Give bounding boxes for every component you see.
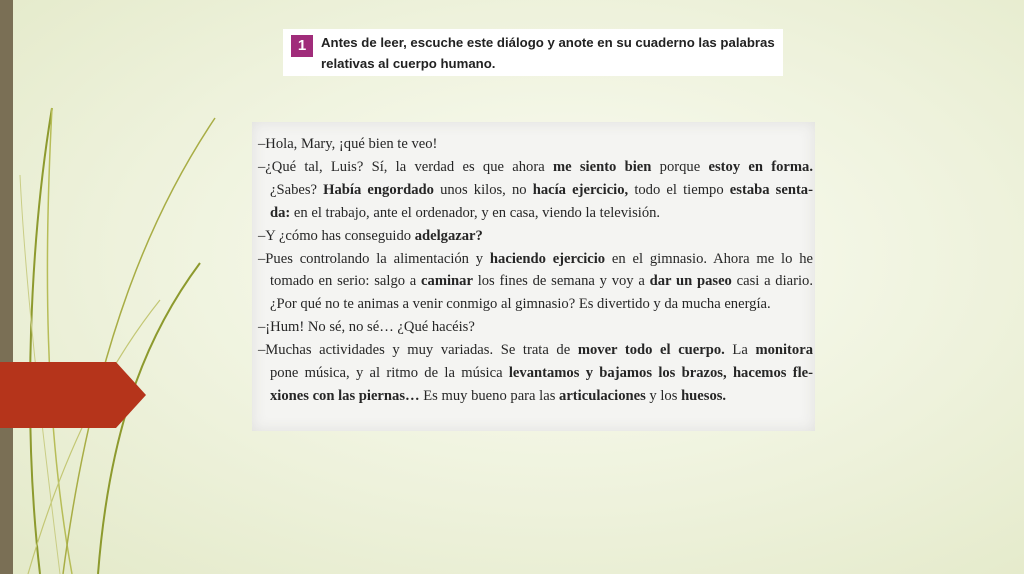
- decorative-lines: [0, 0, 260, 574]
- dialog-line: [258, 293, 813, 316]
- highlighted-phrase: caminar: [421, 273, 473, 290]
- dialog-text-segment: –Y ¿cómo has conseguido: [258, 227, 415, 244]
- dialog-text-segment: en el gimnasio. Ahora me lo he: [605, 250, 813, 267]
- highlighted-phrase: estaba senta-: [729, 181, 813, 198]
- dialog-text-segment: casi a diario.: [731, 273, 813, 290]
- dialog-text-segment: –¿Qué tal, Luis? Sí, la verdad es que ahora: [258, 158, 553, 175]
- dialog-text-segment: –Pues controlando la alimentación y: [258, 250, 490, 267]
- arrow-tab-shape: [0, 362, 146, 428]
- highlighted-phrase: articulaciones: [559, 387, 646, 404]
- highlighted-phrase: haciendo ejercicio: [489, 250, 606, 267]
- highlighted-phrase: adelgazar?: [414, 227, 483, 244]
- dialog-line: [258, 225, 813, 248]
- dialog-line: [258, 270, 813, 293]
- dialog-text-segment: –Hola, Mary, ¡qué bien te veo!: [258, 136, 438, 152]
- dialog-text-segment: Es muy bueno para las: [419, 387, 560, 404]
- highlighted-phrase: monitora: [755, 342, 813, 359]
- dialog-text-segment: y los: [645, 387, 682, 404]
- dialog-text-segment: porque: [651, 158, 709, 175]
- highlighted-phrase: dar un paseo: [649, 273, 732, 290]
- instruction-text: [321, 29, 781, 74]
- highlighted-phrase: mover todo el cuerpo.: [577, 342, 725, 359]
- instruction-line-2: relativas al cuerpo humano.: [321, 56, 496, 71]
- dialog-line: [258, 248, 813, 271]
- dialog-line: [258, 362, 813, 385]
- dialog-text-segment: –Muchas actividades y muy variadas. Se trata de: [258, 342, 578, 359]
- highlighted-phrase: da:: [270, 204, 291, 221]
- dialog-line: [258, 385, 813, 408]
- highlighted-phrase: huesos.: [681, 387, 727, 404]
- highlighted-phrase: estoy en forma.: [708, 158, 813, 175]
- highlighted-phrase: me siento bien: [552, 158, 652, 175]
- dialog-text-segment: tomado en serio: salgo a: [270, 273, 422, 290]
- highlighted-phrase: xiones con las piernas…: [270, 387, 420, 404]
- instruction-line-1: Antes de leer, escuche este diálogo y anote en su cuaderno las palabras: [321, 35, 775, 50]
- dialog-text-segment: los fines de semana y voy a: [472, 273, 650, 290]
- dialog-text-segment: –¡Hum! No sé, no sé… ¿Qué hacéis?: [258, 319, 475, 336]
- highlighted-phrase: Había engordado: [323, 181, 434, 198]
- instruction-banner: [283, 29, 783, 76]
- dialog-line: [258, 202, 813, 225]
- dialog-line: [258, 339, 813, 362]
- dialog-text-segment: unos kilos, no: [433, 181, 533, 198]
- dialog-image: [252, 122, 815, 431]
- dialog-line: [258, 179, 813, 202]
- highlighted-phrase: hacía ejercicio,: [532, 181, 629, 198]
- dialog-text-segment: pone música, y al ritmo de la música: [270, 365, 509, 382]
- dialog-line: [258, 316, 813, 339]
- dialog-text-segment: en el trabajo, ante el ordenador, y en casa, viendo la televisión.: [290, 204, 661, 221]
- exercise-number-badge: 1: [291, 35, 313, 57]
- dialog-text: [258, 133, 813, 408]
- dialog-line: [258, 156, 813, 179]
- highlighted-phrase: levantamos y bajamos los brazos, hacemos fle-: [508, 365, 813, 382]
- dialog-text-segment: todo el tiempo: [628, 181, 730, 198]
- dialog-text-segment: ¿Por qué no te animas a venir conmigo al gimnasio? Es divertido y da mucha energía.: [270, 296, 771, 313]
- dialog-line: [258, 133, 813, 156]
- dialog-text-segment: La: [724, 342, 756, 359]
- dialog-text-segment: ¿Sabes?: [270, 181, 324, 198]
